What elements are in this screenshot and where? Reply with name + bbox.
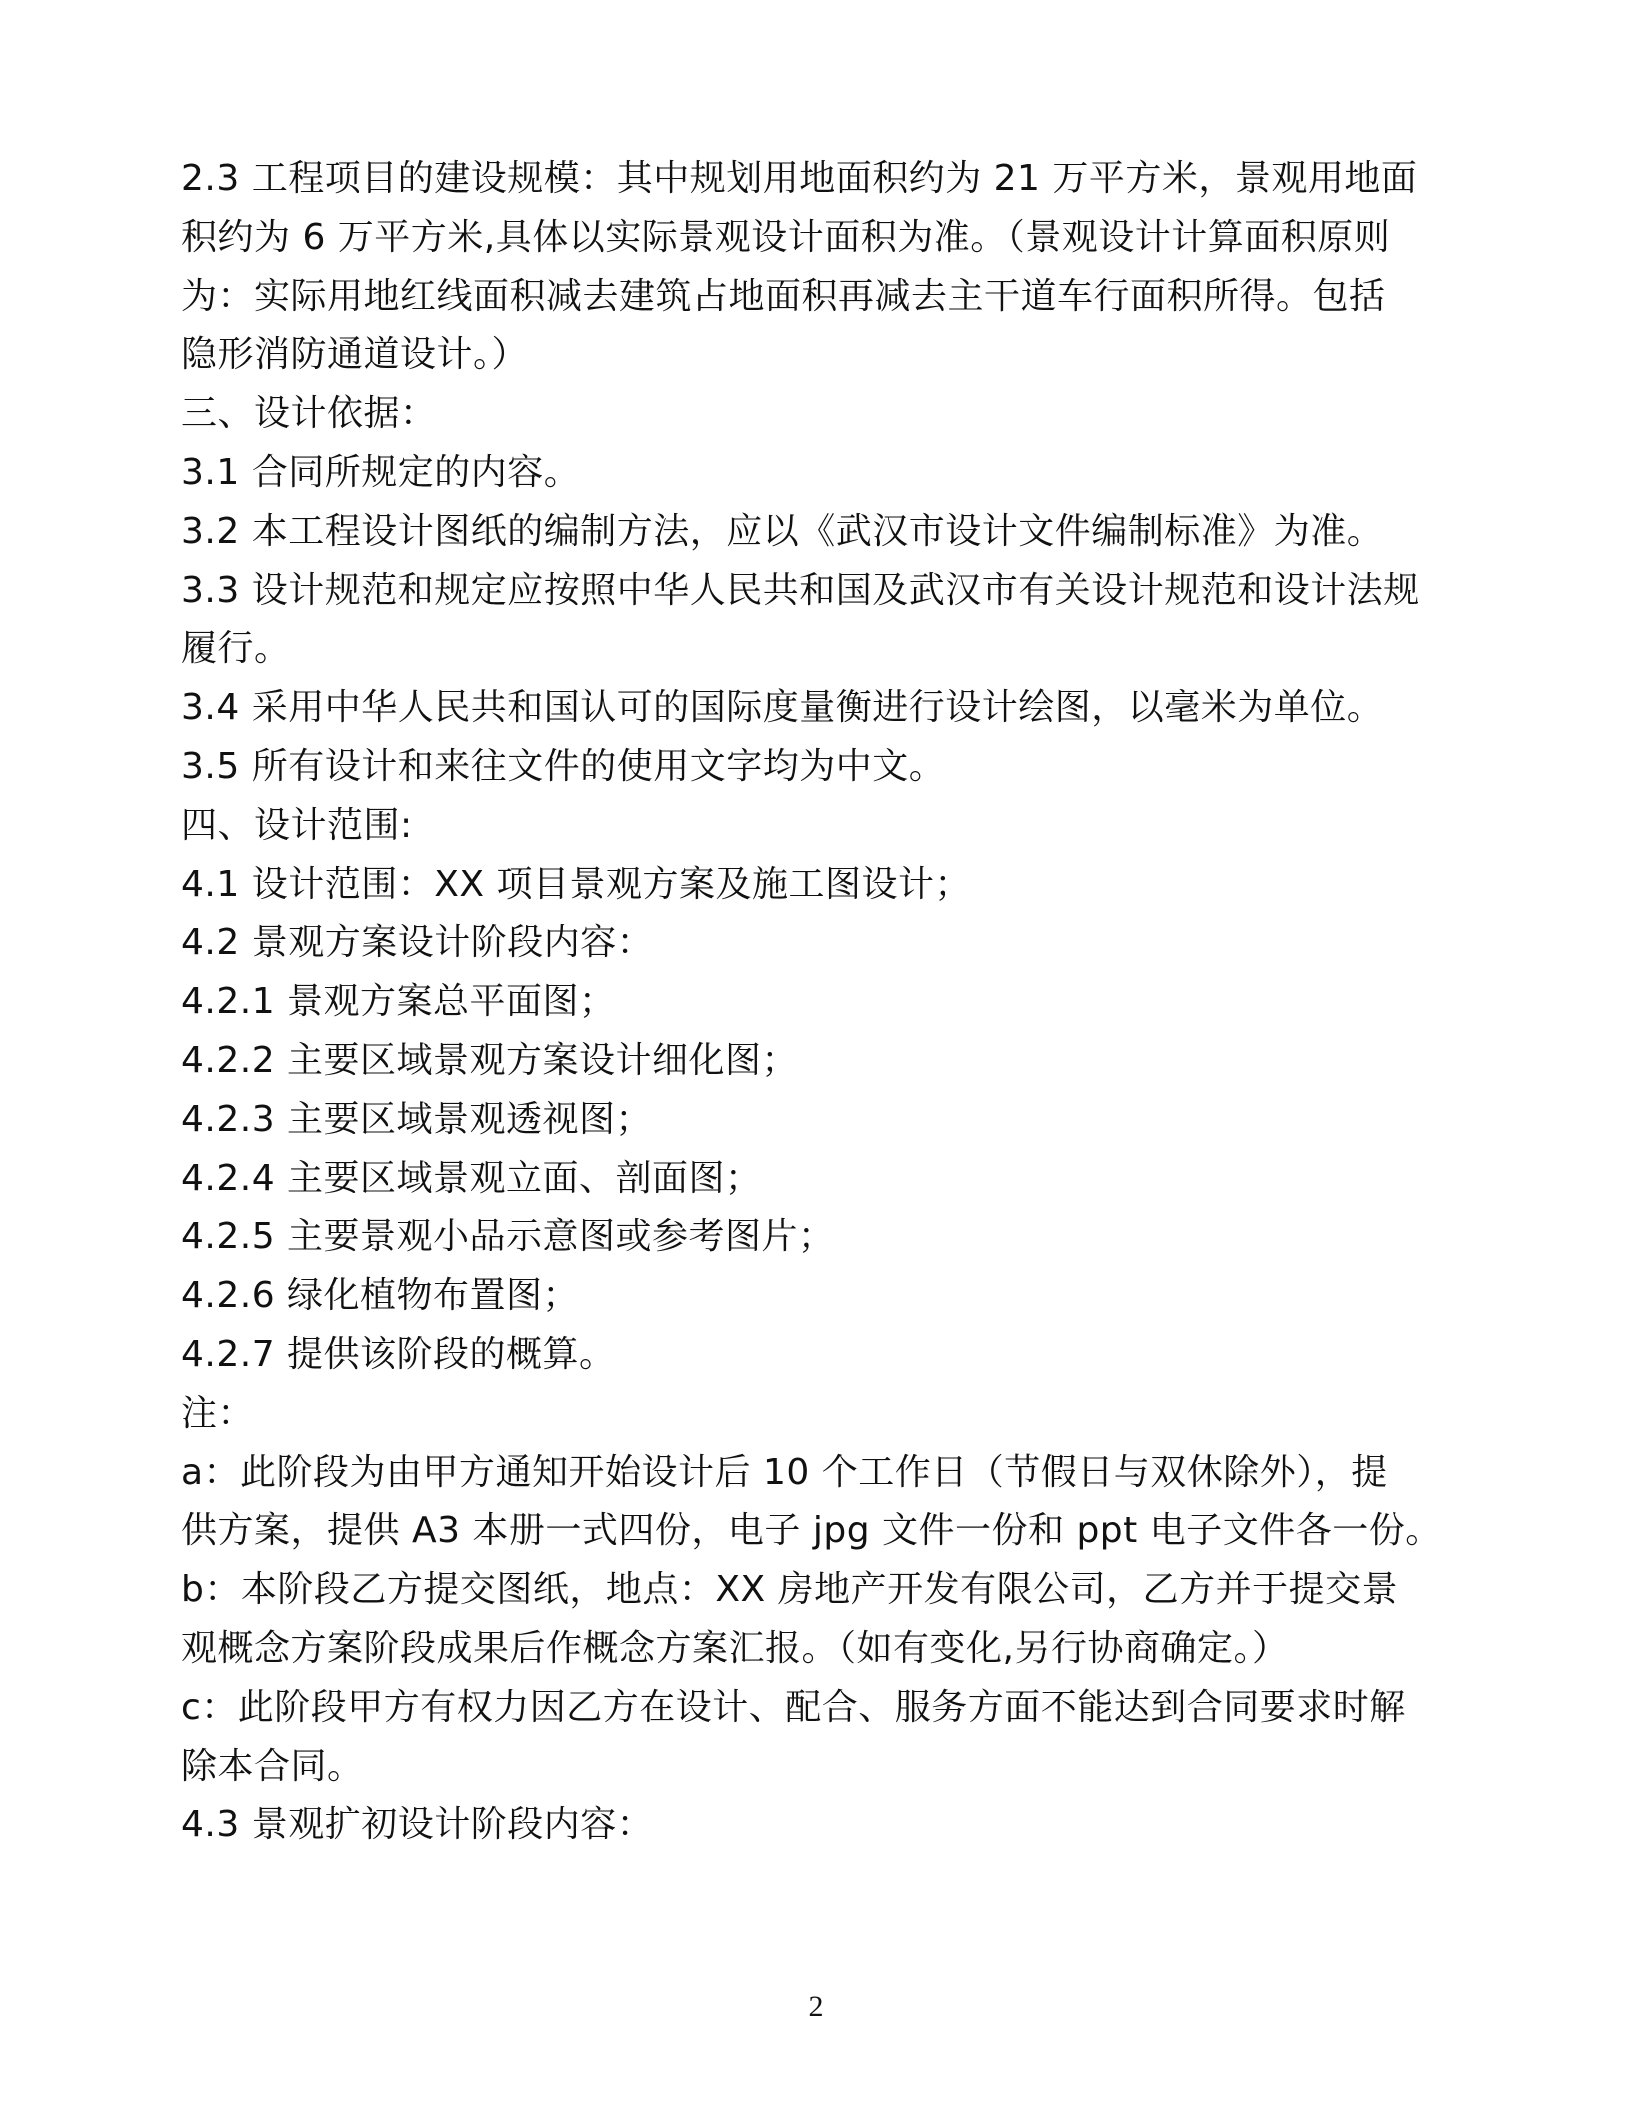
text-line: 4.3 景观扩初设计阶段内容： <box>181 1804 654 1846</box>
text-line: 2.3 工程项目的建设规模：其中规划用地面积约为 21 万平方米，景观用地面 <box>181 158 1418 199</box>
text-line: 4.2.3 主要区域景观透视图； <box>181 1098 653 1140</box>
text-line: 为：实际用地红线面积减去建筑占地面积再减去主干道车行面积所得。包括 <box>181 275 1386 317</box>
text-line: 除本合同。 <box>181 1745 364 1787</box>
document-body <box>181 150 1471 1855</box>
text-line: b：本阶段乙方提交图纸，地点：XX 房地产开发有限公司，乙方并于提交景 <box>181 1569 1399 1611</box>
text-line: 3.4 采用中华人民共和国认可的国际度量衡进行设计绘图，以毫米为单位。 <box>181 687 1384 729</box>
section-heading: 三、设计依据： <box>181 393 437 435</box>
text-line: 3.3 设计规范和规定应按照中华人民共和国及武汉市有关设计规范和设计法规 <box>181 569 1420 611</box>
text-line: 观概念方案阶段成果后作概念方案汇报。（如有变化,另行协商确定。） <box>181 1627 1289 1669</box>
text-line: c：此阶段甲方有权力因乙方在设计、配合、服务方面不能达到合同要求时解 <box>181 1686 1406 1728</box>
note-heading: 注： <box>181 1392 255 1434</box>
text-line: a：此阶段为由甲方通知开始设计后 10 个工作日（节假日与双休除外），提 <box>181 1451 1388 1493</box>
text-line: 供方案，提供 A3 本册一式四份，电子 jpg 文件一份和 ppt 电子文件各一份。 <box>181 1510 1442 1552</box>
text-line: 隐形消防通道设计。） <box>181 334 529 376</box>
text-line: 4.2.6 绿化植物布置图； <box>181 1275 580 1317</box>
page-number: 2 <box>808 1990 824 2023</box>
text-line: 积约为 6 万平方米,具体以实际景观设计面积为准。（景观设计计算面积原则 <box>181 216 1391 258</box>
text-line: 4.2.5 主要景观小品示意图或参考图片； <box>181 1216 835 1258</box>
text-line: 4.2 景观方案设计阶段内容： <box>181 922 654 964</box>
text-line: 4.2.1 景观方案总平面图； <box>181 981 616 1023</box>
text-line: 3.2 本工程设计图纸的编制方法，应以《武汉市设计文件编制标准》为准。 <box>181 510 1384 552</box>
text-line: 3.5 所有设计和来往文件的使用文字均为中文。 <box>181 745 946 787</box>
section-heading: 四、设计范围: <box>181 804 413 846</box>
text-line: 4.1 设计范围：XX 项目景观方案及施工图设计； <box>181 863 971 905</box>
text-line: 履行。 <box>181 628 291 670</box>
text-line: 4.2.7 提供该阶段的概算。 <box>181 1333 616 1375</box>
text-line: 4.2.4 主要区域景观立面、剖面图； <box>181 1157 762 1199</box>
text-line: 4.2.2 主要区域景观方案设计细化图； <box>181 1039 799 1081</box>
text-line: 3.1 合同所规定的内容。 <box>181 451 581 493</box>
